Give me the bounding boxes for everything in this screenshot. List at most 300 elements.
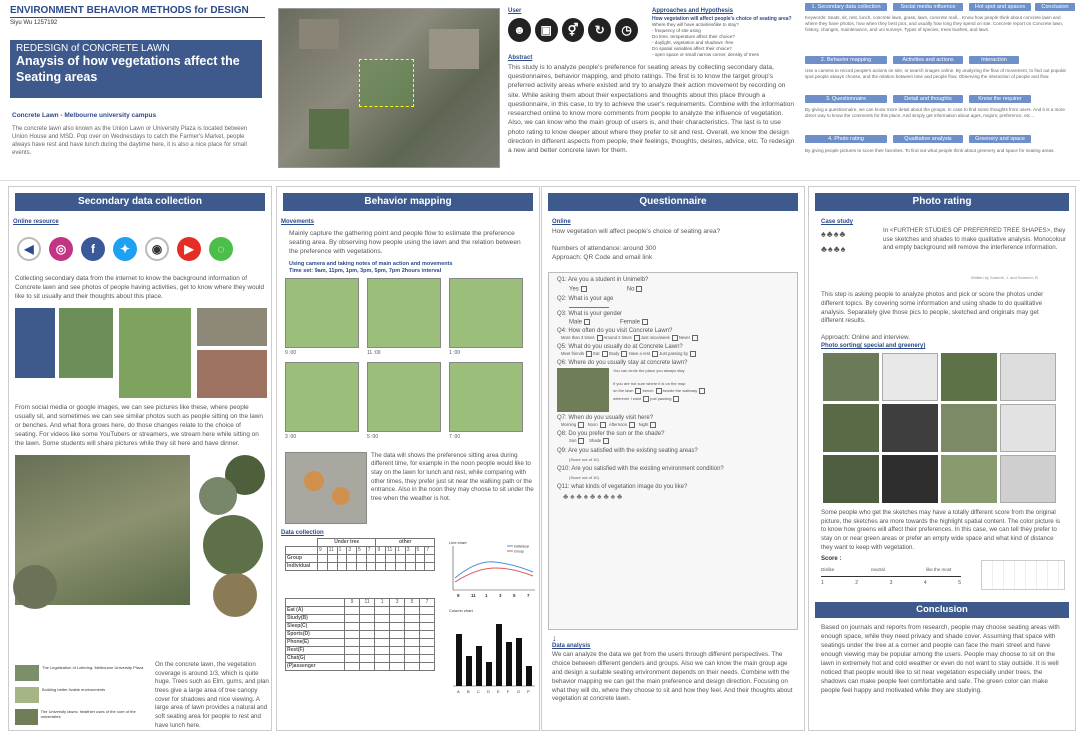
step-text: This step is asking people to analyze photos and pick or score the photos under different topics. By covering some information and using shade to do qualitative analysis. Separately give those pics to people, sketched and originals may get different results.	[821, 291, 1044, 325]
data-cell[interactable]	[420, 662, 435, 670]
data-cell[interactable]	[345, 662, 360, 670]
tree-icon[interactable]: ♠	[597, 492, 604, 502]
instagram-icon[interactable]: ◎	[49, 237, 73, 261]
time-cell: 5	[405, 598, 420, 606]
data-cell[interactable]	[420, 654, 435, 662]
checkbox[interactable]	[673, 396, 679, 402]
data-cell[interactable]	[396, 554, 406, 562]
row-label: Chat(G)	[286, 654, 345, 662]
time-cell: 3	[390, 598, 405, 606]
rating-photo[interactable]	[823, 353, 879, 401]
data-cell[interactable]	[405, 662, 420, 670]
table-header: Under tree	[317, 538, 375, 546]
data-cell[interactable]	[390, 614, 405, 622]
map-label: 5 :00	[367, 433, 379, 440]
tree-icon[interactable]: ♣	[563, 492, 571, 502]
checkbox[interactable]	[635, 388, 641, 394]
x-tick: F	[507, 688, 510, 694]
data-cell[interactable]	[347, 554, 357, 562]
data-cell[interactable]	[420, 646, 435, 654]
data-cell[interactable]	[375, 646, 390, 654]
data-cell[interactable]	[405, 646, 420, 654]
data-cell[interactable]	[390, 622, 405, 630]
rating-photo[interactable]	[823, 404, 879, 452]
data-cell[interactable]	[390, 638, 405, 646]
tree-icon[interactable]: ♣	[603, 492, 611, 502]
q6-body	[557, 368, 789, 412]
vegetation-figure	[15, 455, 265, 607]
col-secondary	[8, 186, 272, 731]
q6-options	[613, 368, 705, 412]
data-cell[interactable]	[375, 606, 390, 614]
flow-step2: 2. Behavior mapping	[805, 56, 887, 64]
rating-photo[interactable]	[941, 404, 997, 452]
tree-icon[interactable]: ♣	[576, 492, 584, 502]
column-bar	[496, 624, 502, 686]
column-bar	[486, 662, 492, 686]
rating-sketch[interactable]	[1000, 353, 1056, 401]
data-cell[interactable]	[345, 654, 360, 662]
tree-icon[interactable]: ♠	[570, 492, 577, 502]
x-tick: B	[467, 688, 470, 694]
data-cell[interactable]	[420, 630, 435, 638]
abstract-text: This study is to analyze people's preference for seating areas by collecting secondary data, questionnaires, behavior mapping, and photo ratings. The first is to know the target group's preferred activity areas where existed and try to analyze their action movement by recording on site. While asking them about their expectations and thoughts about this place through a questionnaire, in this case, to try to achieve the user's requirements. Combine with the information researched online to know more comments from people to analyze the influence of vegetation. Also, we can know who the main group of users is, and their characteristics. The last is to use photo rating to know deeper about where they prefer to sit and rest. Overall, we know the design direction in different aspects from people, their feelings, thoughts, desires, advice, etc. To redesign a new and better concrete lawn for them.	[508, 64, 795, 154]
checkbox[interactable]	[656, 388, 662, 394]
col1-header: Secondary data collection	[15, 193, 265, 211]
data-cell[interactable]	[376, 554, 386, 562]
data-cell[interactable]	[345, 630, 360, 638]
flow-text3: By giving a questionnaire, we can know more detail about the groups. In case to find some thoughts from users. And it is a more direct way to know the comments for this place. And simply get information about ages, majors, preference, etc...	[805, 107, 1065, 119]
checkbox[interactable]	[621, 351, 627, 357]
col-questionnaire	[541, 186, 805, 731]
data-cell[interactable]	[359, 638, 374, 646]
data-cell[interactable]	[359, 662, 374, 670]
analysis-label: Data analysis	[552, 643, 591, 650]
data-cell[interactable]	[327, 554, 337, 562]
header-block	[10, 5, 265, 26]
card-icon: ▣	[535, 18, 558, 42]
flow-step4-c: Greenery and space	[969, 135, 1031, 143]
q5-options	[561, 351, 789, 357]
column-bar	[466, 656, 472, 686]
data-cell[interactable]	[357, 562, 367, 570]
case-credit: Written by Summit, J. and Sommer, R.	[971, 275, 1039, 280]
youtube-icon[interactable]: ▶	[177, 237, 201, 261]
opt-label: Night	[638, 422, 649, 428]
flow-chart	[805, 3, 1075, 173]
data-cell[interactable]	[347, 562, 357, 570]
q2: Q2: What is your age	[557, 295, 614, 302]
data-cell[interactable]	[375, 630, 390, 638]
time-cell: 1	[375, 598, 390, 606]
data-cell[interactable]	[415, 554, 425, 562]
tree-icon[interactable]: ♠	[610, 492, 617, 502]
scale-num: 1	[821, 580, 824, 587]
data-cell[interactable]	[405, 614, 420, 622]
approach-line: - frequency of site using	[652, 27, 701, 33]
q6-note: You can circle the place you always stay	[613, 368, 685, 374]
checkbox[interactable]	[650, 422, 656, 428]
data-cell[interactable]	[337, 562, 347, 570]
checkbox[interactable]	[692, 335, 698, 341]
checkbox[interactable]	[642, 319, 648, 325]
approach-line: Where they will have activities/like to stay?	[652, 22, 739, 27]
q8: Q8: Do you prefer the sun or the shade?	[557, 431, 665, 438]
line-chart	[447, 538, 537, 598]
opt-label: just passing	[650, 396, 672, 402]
data-cell[interactable]	[359, 622, 374, 630]
opt-label: beside the walkway	[662, 388, 698, 394]
clock-icon: ◷	[615, 18, 638, 42]
site-photo	[15, 308, 55, 378]
data-cell[interactable]	[375, 662, 390, 670]
x-tick: E	[497, 688, 500, 694]
banner-title: Anaysis of how vegetations affect the Seating areas	[16, 54, 240, 84]
approach-line: - daylight, vegetation and shadows -free	[652, 39, 734, 45]
tree-photo	[199, 477, 237, 515]
col2-intro: Mainly capture the gathering point and people flow to estimate the preference seating area. By observing how people using the lawn and the relation between the preference with vegetations.	[289, 230, 521, 256]
opt-label: No	[626, 286, 635, 293]
q4-options	[561, 335, 789, 341]
behavior-map	[367, 362, 441, 432]
chart-title: Line chart	[449, 539, 467, 545]
x-tick: A	[457, 688, 460, 694]
opt-label: Yes	[569, 286, 579, 293]
row-label: Group	[286, 554, 318, 562]
checkbox[interactable]	[629, 422, 635, 428]
data-cell[interactable]	[405, 638, 420, 646]
age-icon: ↻	[588, 18, 611, 42]
x-tick: 9	[457, 592, 460, 598]
data-cell[interactable]	[359, 606, 374, 614]
time-cell: 9	[317, 546, 327, 554]
data-cell[interactable]	[359, 646, 374, 654]
site-photo	[59, 308, 113, 378]
chat-icon[interactable]: ◌	[209, 237, 233, 261]
col2-data-text: The data will shows the preference sitting area during different time, for example in the noon people would like to stay on the lawn for lunch and rest, while comparing with other times, they prefer just sit near the walking path or the entrance. Also in the noon they may choose to sit under the tree when the weather is hot.	[371, 451, 534, 503]
data-cell[interactable]	[405, 606, 420, 614]
flow-step1-c: Hot spot and spaces	[969, 3, 1031, 11]
x-tick: 11	[471, 592, 476, 598]
location-title: Concrete Lawn - Melbourne university campus	[12, 112, 157, 119]
data-cell[interactable]	[420, 622, 435, 630]
column-bar	[526, 666, 532, 686]
map-label: 9 :00	[285, 349, 297, 356]
opt-label: Never	[678, 335, 691, 341]
scale-num: 3	[889, 580, 893, 587]
data-cell[interactable]	[420, 638, 435, 646]
q7-options	[561, 422, 789, 428]
flow-step1: 1. Secondary data collection	[805, 3, 887, 11]
q11: Q11: what kinds of vegetation image do you like?	[557, 484, 688, 491]
facebook-icon[interactable]: f	[81, 237, 105, 261]
x-tick: P	[527, 688, 530, 694]
opt-label: Around 2 times	[603, 335, 632, 341]
checkbox[interactable]	[600, 422, 606, 428]
approach-title: Approaches and Hypothesis	[652, 8, 734, 14]
opt-label: on the lawn	[613, 388, 634, 394]
flow-step4-b: Qualitative analysis	[893, 135, 963, 143]
q9: Q9: Are you satisfied with the existing seating areas?	[557, 448, 698, 455]
data-cell[interactable]	[359, 630, 374, 638]
checkbox[interactable]	[643, 396, 649, 402]
scale-line[interactable]	[821, 576, 961, 577]
flow-step4: 4. Photo rating	[805, 135, 887, 143]
flow-step3: 3. Questionnaire	[805, 95, 887, 103]
data-cell[interactable]	[375, 614, 390, 622]
gender-icon: ⚥	[562, 18, 585, 42]
data-cell[interactable]	[415, 562, 425, 570]
data-cell[interactable]	[327, 562, 337, 570]
behavior-map	[285, 362, 359, 432]
time-set: Time set: 9am, 11pm, 1pm, 3pm, 5pm, 7pm 2hours interval	[289, 267, 442, 274]
checkbox[interactable]	[602, 351, 608, 357]
twitter-icon[interactable]: ✦	[113, 237, 137, 261]
time-cell: 9	[345, 598, 360, 606]
checkbox[interactable]	[672, 335, 678, 341]
rating-photo[interactable]	[941, 455, 997, 503]
checkbox[interactable]	[578, 438, 584, 444]
data-collection-label: Data collection	[281, 529, 324, 536]
opt-label: wherever I want	[613, 396, 642, 402]
data-cell[interactable]	[345, 622, 360, 630]
x-tick: 3	[499, 592, 502, 598]
opt-label: Meet friends	[561, 351, 585, 357]
down-arrow-icon: ↓	[552, 633, 557, 644]
flow-step2-c: Interaction	[969, 56, 1019, 64]
data-cell[interactable]	[425, 562, 435, 570]
article-title[interactable]: The Legalization of Loitering: Melbourne University Plaza	[42, 665, 144, 670]
table-activity	[285, 598, 435, 671]
data-cell[interactable]	[386, 554, 396, 562]
rating-sketch[interactable]	[882, 353, 938, 401]
data-cell[interactable]	[337, 554, 347, 562]
rating-sketch[interactable]	[882, 455, 938, 503]
camera-line: Using camera and taking notes of main action and movements	[289, 260, 453, 267]
opt-label: bench	[642, 388, 654, 394]
rating-sketch[interactable]	[1000, 455, 1056, 503]
analysis-text: We can analyze the data we get from the users through different perspectives. The choice between different genders and groups. Also we can know the main group age and design a suitable seating environment depends on their needs. Combine with the behavior mapping we can get the main preference and design direction. Focusing on what they will do, where they choose to sit and how they feel. And their thoughts about vegetation at concrete lawn.	[552, 651, 793, 703]
author: Siyu Wu 1257192	[10, 20, 58, 26]
divider	[0, 180, 1080, 181]
scale-dislike: Dislike	[821, 567, 835, 573]
data-cell[interactable]	[357, 554, 367, 562]
checkbox[interactable]	[636, 286, 642, 292]
megaphone-icon[interactable]: ◀	[17, 237, 41, 261]
checkbox[interactable]	[578, 422, 584, 428]
article-list	[15, 665, 150, 725]
tree-icon[interactable]: ♠	[583, 492, 590, 502]
group-icon: ☻	[508, 18, 531, 42]
data-cell[interactable]	[376, 562, 386, 570]
rating-sketch[interactable]	[882, 404, 938, 452]
data-cell[interactable]	[425, 554, 435, 562]
article-thumb	[15, 709, 38, 725]
checkbox[interactable]	[581, 286, 587, 292]
q7: Q7: When do you usually visit here?	[557, 415, 654, 422]
time-cell: 11	[327, 546, 337, 554]
col1-photos-text: From social media or google images, we can see pictures like these, where people usually sit, and sometimes we can see similar photos such as people sitting on the lawn or benches. And what flora grows here, do those changes relate to the choice of seating. For videos like some YouTubers or streamers, we stream here while sitting on the lawn. Some students will share pictures while they sit here and have dinner.	[15, 403, 263, 447]
scale-num: 4	[923, 580, 927, 587]
tree-area	[309, 109, 349, 149]
map-label: 1 :00	[449, 349, 461, 356]
data-cell[interactable]	[405, 622, 420, 630]
data-cell[interactable]	[420, 614, 435, 622]
data-cell[interactable]	[396, 562, 406, 570]
opt-label: Female	[620, 319, 641, 326]
q6-map[interactable]	[557, 368, 609, 412]
checkbox[interactable]	[634, 335, 640, 341]
column-chart-svg	[447, 606, 537, 696]
tree-icon[interactable]: ♣	[590, 492, 598, 502]
data-cell[interactable]	[405, 630, 420, 638]
questionnaire-form	[548, 272, 798, 630]
scale-like: like the most	[926, 567, 952, 573]
checkbox[interactable]	[586, 351, 592, 357]
data-cell[interactable]	[390, 630, 405, 638]
data-cell[interactable]	[345, 646, 360, 654]
legend-label: Group	[514, 549, 524, 554]
col3-header: Questionnaire	[548, 193, 798, 211]
data-cell[interactable]	[366, 562, 376, 570]
data-cell[interactable]	[317, 554, 327, 562]
score-label: Score :	[821, 556, 842, 563]
article-thumb	[15, 687, 39, 703]
data-cell[interactable]	[345, 638, 360, 646]
row-label: Individual	[286, 562, 318, 570]
col1-online-label: Online resource	[13, 219, 59, 225]
data-cell[interactable]	[375, 654, 390, 662]
course-title: ENVIRONMENT BEHAVIOR METHODS for DESIGN	[10, 5, 265, 18]
col3-online-label: Online	[552, 219, 571, 225]
age-field[interactable]	[569, 307, 609, 308]
time-cell: 1	[337, 546, 347, 554]
x-tick: G	[517, 688, 521, 694]
data-cell[interactable]	[345, 614, 360, 622]
checkbox[interactable]	[690, 351, 696, 357]
title-banner	[10, 40, 262, 98]
opt-label: Noon	[587, 422, 598, 428]
web-icon[interactable]: ◉	[145, 237, 169, 261]
q6-note2: If you are not sure where it is on the map	[613, 381, 686, 387]
data-cell[interactable]	[405, 562, 415, 570]
row-label: Sleep(C)	[286, 622, 345, 630]
flow-text4: By giving people pictures to score their favorites. To find out what people think about greenery and space for seating areas.	[805, 148, 1055, 153]
data-cell[interactable]	[375, 638, 390, 646]
data-cell[interactable]	[390, 606, 405, 614]
abstract-block	[508, 55, 798, 155]
data-cell[interactable]	[359, 654, 374, 662]
article-title[interactable]: Building better livable environments	[42, 687, 106, 692]
map-label: 7 :00	[449, 433, 461, 440]
data-cell[interactable]	[405, 654, 420, 662]
score-scale	[821, 556, 1063, 594]
rating-approach: Approach: Online and interview.	[821, 334, 910, 342]
q3-options	[569, 319, 789, 326]
opt-label: Just passing by	[659, 351, 689, 357]
approach-line: Do spatial variables affect their choice?	[652, 45, 732, 51]
behavior-map	[367, 278, 441, 348]
flow-step2-b: Activities and actions	[893, 56, 963, 64]
flow-conclusion: Conclusion	[1035, 3, 1075, 11]
chart-title: Column chart	[449, 607, 473, 613]
opt-label: Sun	[569, 438, 577, 444]
checkbox[interactable]	[597, 335, 603, 341]
checkbox[interactable]	[652, 351, 658, 357]
data-cell[interactable]	[390, 662, 405, 670]
social-icons	[17, 237, 263, 261]
tree-icon[interactable]: ♣	[617, 492, 625, 502]
behavior-map	[449, 362, 523, 432]
lawn-highlight	[359, 59, 414, 107]
flow-map-row	[285, 451, 534, 530]
data-cell[interactable]	[317, 562, 327, 570]
checkbox[interactable]	[699, 388, 705, 394]
row-label: (P)assenger	[286, 662, 345, 670]
tree-photo	[203, 515, 263, 575]
rating-photo[interactable]	[823, 455, 879, 503]
q-intro: How vegetation will affect people's choice of seating area?	[552, 228, 721, 235]
approach: Approach: QR Code and email link	[552, 254, 653, 262]
time-cell: 9	[376, 546, 386, 554]
checkbox[interactable]	[603, 438, 609, 444]
rating-photo[interactable]	[941, 353, 997, 401]
data-cell[interactable]	[345, 606, 360, 614]
table-group	[285, 538, 435, 571]
aerial-map	[278, 8, 500, 168]
approach-question: How vegetation will affect people's choice of seating area?	[652, 16, 792, 22]
building-shape	[299, 19, 339, 49]
row-label: Phone(E)	[286, 638, 345, 646]
data-cell[interactable]	[386, 562, 396, 570]
behavior-map	[285, 278, 359, 348]
row-label: Rest(F)	[286, 646, 345, 654]
x-tick: 1	[485, 592, 488, 598]
flow-step1-b: Social media influence	[893, 3, 963, 11]
data-cell[interactable]	[390, 654, 405, 662]
sort-text: Some people who get the sketches may have a totally different score from the original picture, the sketches are more towards the highlight spatial content. The color picture is to know how greens will affect their preferences. In this case, we can tell they prefer to stay on or near green areas or prefer an empty wide space and what kind of distance they want to keep with vegetation.	[821, 509, 1060, 551]
behavior-map	[449, 278, 523, 348]
flow-step3-c: Know the requirer	[969, 95, 1031, 103]
data-tables	[285, 538, 531, 698]
tree-photo	[13, 565, 57, 609]
data-cell[interactable]	[420, 606, 435, 614]
data-cell[interactable]	[359, 614, 374, 622]
row-label: Sports(D)	[286, 630, 345, 638]
scale-numbers	[821, 580, 961, 586]
checkbox[interactable]	[584, 319, 590, 325]
approach-line: - open space or small narrow corner, density of trees	[652, 51, 759, 57]
col4-header: Photo rating	[815, 193, 1069, 211]
line-chart-svg	[447, 538, 537, 602]
q4: Q4: How often do you visit Concrete Lawn?	[557, 328, 673, 335]
data-cell[interactable]	[390, 646, 405, 654]
score-table	[981, 560, 1065, 590]
map-label: 11 :00	[367, 349, 381, 356]
time-cell: 11	[359, 598, 374, 606]
location-block	[12, 112, 264, 157]
opt-label: Just once/week	[640, 335, 670, 341]
data-cell[interactable]	[405, 554, 415, 562]
site-photo	[119, 308, 191, 398]
rating-sketch[interactable]	[1000, 404, 1056, 452]
scale-neutral: neutral	[871, 567, 885, 573]
article-title[interactable]: The University lawns: healthier uses of the core of the universities	[40, 709, 136, 719]
opt-label: Male	[569, 319, 583, 326]
data-cell[interactable]	[375, 622, 390, 630]
q10: Q10: Are you satisfied with the existing environment condition?	[557, 466, 724, 473]
data-cell[interactable]	[366, 554, 376, 562]
